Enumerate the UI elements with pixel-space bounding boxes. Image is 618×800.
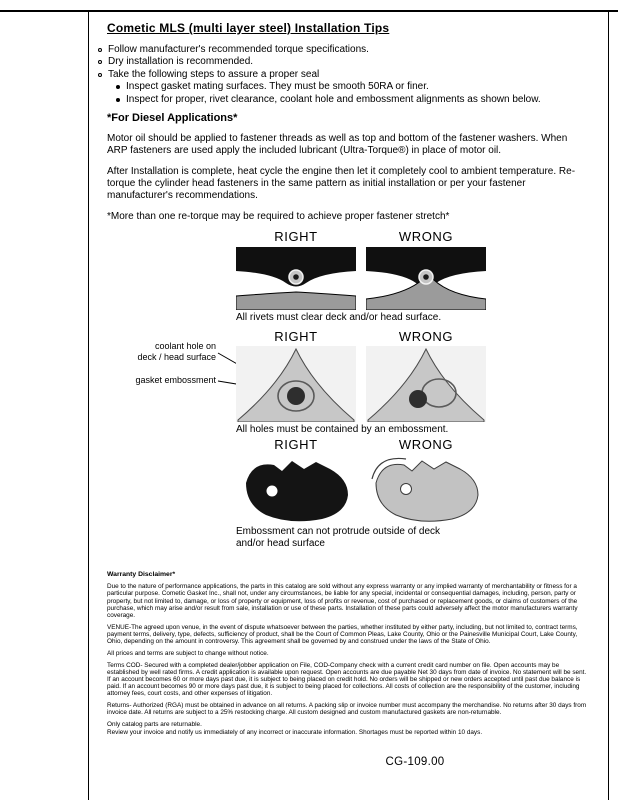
list-item: [116, 81, 578, 93]
list-item: [116, 94, 578, 106]
figure-caption: All holes must be contained by an embossment.: [236, 424, 449, 435]
diesel-paragraph: *More than one re-torque may be required to achieve proper fastener stretch*: [107, 211, 450, 222]
coolant-hole-label: coolant hole on deck / head surface: [137, 341, 216, 362]
gasket-embossment-label: gasket embossment: [135, 375, 216, 385]
disclaimer-paragraph: Due to the nature of performance applications, the parts in this catalog are sold without any express warranty or any implied warranty of merchantability or fitness for a particular purpose. Cometic Gasket Inc., shall not, under any circumstances, be liable for any special, incidental or consequential damages, including, person, party or property, but not limited to, damage, or loss of property or equipment, loss of profits or revenue, cost of purchased or replacement goods, or claims of customers of the purchase, which may arise and/or result from sale, installation or use of these parts. Installation of these parts could adversely affect the motor manufacturers warranty coverage.: [107, 583, 578, 620]
disclaimer-paragraph: Returns- Authorized (RGA) must be obtained in advance on all returns. A packing slip or invoice number must accompany the merchandise. No returns after 30 days from invoice date. All returns are subject to a 25% restocking charge. All custom designed and custom manufactured gaskets are non-returnable.: [107, 702, 587, 717]
tip-text: Dry installation is recommended.: [108, 56, 254, 68]
disclaimer-heading: Warranty Disclaimer*: [107, 571, 176, 578]
disclaimer-paragraph: Terms COD- Secured with a completed dealer/jobber application on File, COD-Company check with a current credit card number on file. Open accounts may be established by well rated firms. A credit application is available upon request. Open accounts are due payable Net 30 days from date of invoice. No statement will be sent. If an account becomes 60 or more days past due, it is subject to being placed on credit hold. No orders will be shipped or new orders accepted until past due balance is paid. If an account becomes 90 or more days past due, it is subject to being placed for collections. All costs of collection are the responsibility of the customer, including attorney fees, court costs, and other expenses of litigation.: [107, 661, 587, 698]
figure-protrusion-right: [236, 453, 356, 525]
list-item: [98, 56, 578, 68]
tip-text: Take the following steps to assure a proper seal: [108, 68, 320, 80]
wrong-column-header: WRONG: [398, 229, 454, 244]
disclaimer-paragraph: Review your invoice and notify us immediately of any incorrect or inaccurate information. Shortages must be reported within 10 days.: [107, 728, 483, 736]
right-column-header: RIGHT: [274, 329, 318, 344]
figure-caption: Embossment can not protrude outside of deck and/or head surface: [236, 526, 441, 549]
figure-caption: All rivets must clear deck and/or head surface.: [236, 312, 442, 323]
disclaimer-paragraph: All prices and terms are subject to change without notice.: [107, 649, 269, 657]
page-title: Cometic MLS (multi layer steel) Installation Tips: [107, 21, 390, 35]
figure-embossment-right: [236, 346, 356, 422]
list-item: [98, 69, 578, 81]
figure-rivet-wrong: [366, 247, 486, 310]
tip-text: Inspect for proper, rivet clearance, coolant hole and embossment alignments as shown below.: [126, 93, 541, 105]
hole-embossment-wrong-illustration: [366, 346, 486, 422]
wrong-column-header: WRONG: [398, 329, 454, 344]
rivet-clearance-right-illustration: [236, 247, 356, 310]
page-code: CG-109.00: [385, 756, 445, 768]
figure-protrusion-wrong: [366, 453, 486, 525]
installation-tips-list: [98, 44, 578, 106]
filled-bullet-icon: [116, 85, 120, 89]
warranty-disclaimer-section: [107, 571, 587, 740]
tip-text: Inspect gasket mating surfaces. They must be smooth 50RA or finer.: [126, 81, 429, 93]
top-border-rule: [0, 10, 618, 12]
diesel-paragraph: After Installation is complete, heat cycle the engine then let it completely cool to ambient temperature. Re-torque the cylinder head fasteners in the same pattern as initial installation or per your fastener manufacturer's recommendations.: [107, 166, 576, 201]
right-border-rule: [608, 10, 609, 800]
filled-bullet-icon: [116, 98, 120, 102]
disclaimer-paragraph: VENUE-The agreed upon venue, in the event of dispute whatsoever between the parties, whether instituted by either party, including, but not limited to, contract terms, payment terms, delivery, type, defects, sufficiency of product, shall be the Court of Common Pleas, Lake County, Ohio or the Painesville Municipal Court, Lake County, Ohio, depending on the amount in controversy. This agreement shall be governed by and construed under the laws of the State of Ohio.: [107, 623, 578, 646]
diesel-paragraph: Motor oil should be applied to fastener threads as well as top and bottom of the fastener washers. When ARP fasteners are used apply the included lubricant (Ultra-Torque®) in place of motor oil.: [107, 133, 568, 156]
diesel-heading: *For Diesel Applications*: [107, 112, 238, 124]
diesel-applications-section: [107, 112, 589, 232]
right-column-header: RIGHT: [274, 437, 318, 452]
open-bullet-icon: [98, 73, 102, 77]
list-item: [98, 44, 578, 56]
protrusion-wrong-illustration: [366, 453, 486, 525]
open-bullet-icon: [98, 60, 102, 64]
figure-rivet-right: [236, 247, 356, 310]
open-bullet-icon: [98, 48, 102, 52]
rivet-clearance-wrong-illustration: [366, 247, 486, 310]
wrong-column-header: WRONG: [398, 437, 454, 452]
tip-text: Follow manufacturer's recommended torque specifications.: [108, 44, 369, 55]
protrusion-right-illustration: [236, 453, 356, 525]
disclaimer-paragraph: Only catalog parts are returnable.: [107, 720, 202, 728]
figure-embossment-wrong: [366, 346, 486, 422]
left-border-rule: [88, 10, 89, 800]
hole-embossment-right-illustration: [236, 346, 356, 422]
right-column-header: RIGHT: [274, 229, 318, 244]
